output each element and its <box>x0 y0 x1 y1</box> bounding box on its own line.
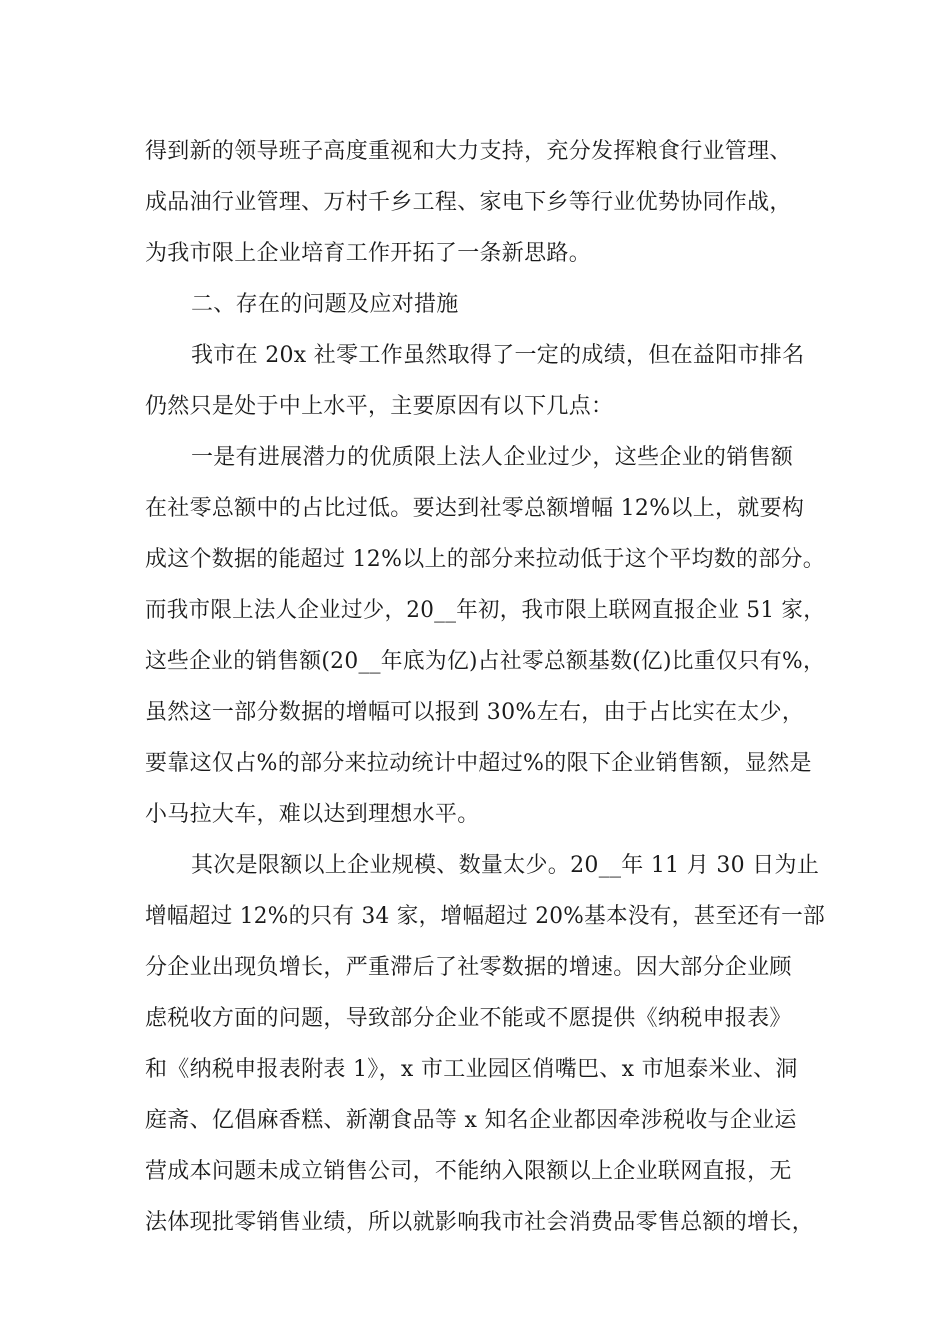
text-line: 这些企业的销售额(20__年底为亿)占社零总额基数(亿)比重仅只有%， <box>145 649 826 674</box>
text-line: 成这个数据的能超过 12%以上的部分来拉动低于这个平均数的部分。 <box>145 547 826 572</box>
text-line: 虽然这一部分数据的增幅可以报到 30%左右，由于占比实在太少， <box>145 700 805 725</box>
document-body <box>145 126 825 1248</box>
text-line: 成品油行业管理、万村千乡工程、家电下乡等行业优势协同作战， <box>145 190 792 215</box>
text-line: 其次是限额以上企业规模、数量太少。20__年 11 月 30 日为止 <box>191 853 820 878</box>
text-line: 为我市限上企业培育工作开拓了一条新思路。 <box>145 241 592 266</box>
text-line: 分企业出现负增长，严重滞后了社零数据的增速。因大部分企业顾 <box>145 955 792 980</box>
text-line: 得到新的领导班子高度重视和大力支持，充分发挥粮食行业管理、 <box>145 139 792 164</box>
text-line: 要靠这仅占%的部分来拉动统计中超过%的限下企业销售额，显然是 <box>145 751 812 776</box>
text-line: 一是有进展潜力的优质限上法人企业过少，这些企业的销售额 <box>191 445 794 470</box>
text-line: 我市在 20x 社零工作虽然取得了一定的成绩，但在益阳市排名 <box>191 343 805 368</box>
text-line: 庭斋、亿倡麻香糕、新潮食品等 x 知名企业都因牵涉税收与企业运 <box>145 1108 797 1133</box>
section-heading: 二、存在的问题及应对措施 <box>191 292 459 317</box>
text-line: 仍然只是处于中上水平，主要原因有以下几点： <box>145 394 614 419</box>
text-line: 虑税收方面的问题，导致部分企业不能或不愿提供《纳税申报表》 <box>145 1006 792 1031</box>
text-line: 法体现批零销售业绩，所以就影响我市社会消费品零售总额的增长， <box>145 1210 815 1235</box>
text-line: 小马拉大车，难以达到理想水平。 <box>145 802 480 827</box>
text-line: 而我市限上法人企业过少，20__年初，我市限上联网直报企业 51 家， <box>145 598 825 623</box>
text-line: 增幅超过 12%的只有 34 家，增幅超过 20%基本没有，甚至还有一部 <box>145 904 825 929</box>
text-line: 和《纳税申报表附表 1》，x 市工业园区俏嘴巴、x 市旭泰米业、洞 <box>145 1057 798 1082</box>
text-line: 营成本问题未成立销售公司，不能纳入限额以上企业联网直报，无 <box>145 1159 792 1184</box>
text-line: 在社零总额中的占比过低。要达到社零总额增幅 12%以上，就要构 <box>145 496 805 521</box>
